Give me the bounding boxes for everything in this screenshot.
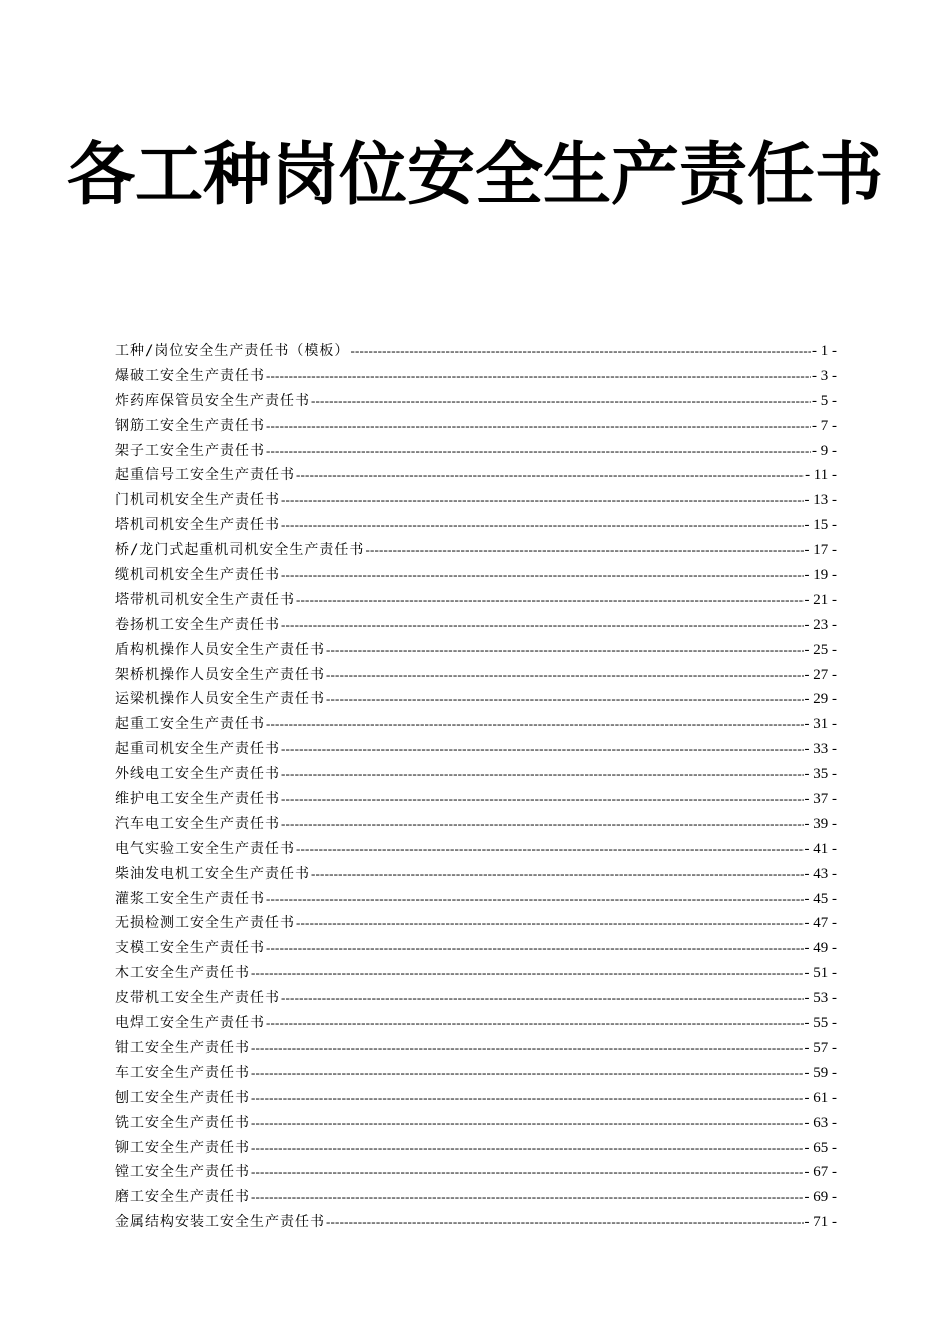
toc-dot-leader — [281, 737, 804, 762]
toc-entry-title[interactable]: 炸药库保管员安全生产责任书 — [115, 392, 310, 409]
toc-entry-title[interactable]: 起重司机安全生产责任书 — [115, 741, 280, 758]
toc-entry[interactable] — [115, 488, 837, 513]
toc-dot-leader — [251, 1185, 804, 1210]
toc-entry-page-number: - 25 - — [804, 641, 837, 658]
toc-entry-title[interactable]: 架子工安全生产责任书 — [115, 442, 265, 459]
toc-entry-title[interactable]: 架桥机操作人员安全生产责任书 — [115, 666, 325, 683]
toc-dot-leader — [281, 613, 804, 638]
toc-entry-title[interactable]: 塔带机司机安全生产责任书 — [115, 591, 295, 608]
toc-entry[interactable] — [115, 961, 837, 986]
toc-entry-page-number: - 37 - — [804, 791, 837, 808]
toc-dot-leader — [296, 837, 804, 862]
toc-entry-page-number: - 33 - — [804, 741, 837, 758]
document-title: 各工种岗位安全生产责任书 — [66, 136, 883, 215]
toc-entry-page-number: - 49 - — [804, 940, 837, 957]
toc-dot-leader — [266, 439, 811, 464]
toc-entry-title[interactable]: 起重信号工安全生产责任书 — [115, 467, 295, 484]
toc-entry-title[interactable]: 汽车电工安全生产责任书 — [115, 815, 280, 832]
toc-entry[interactable] — [115, 1111, 837, 1136]
toc-entry[interactable] — [115, 1036, 837, 1061]
toc-entry[interactable] — [115, 737, 837, 762]
toc-dot-leader — [266, 1011, 804, 1036]
toc-entry[interactable] — [115, 837, 837, 862]
toc-entry-title[interactable]: 铣工安全生产责任书 — [115, 1114, 250, 1131]
toc-entry-page-number: - 21 - — [804, 591, 837, 608]
toc-dot-leader — [251, 1086, 804, 1111]
toc-dot-leader — [251, 1160, 804, 1185]
toc-entry-page-number: - 39 - — [804, 815, 837, 832]
toc-entry[interactable] — [115, 339, 837, 364]
toc-dot-leader — [326, 638, 804, 663]
toc-dot-leader — [365, 538, 803, 563]
toc-entry-page-number: - 63 - — [804, 1114, 837, 1131]
toc-entry-page-number: - 67 - — [804, 1164, 837, 1181]
toc-entry[interactable] — [115, 638, 837, 663]
toc-entry-page-number: - 23 - — [804, 616, 837, 633]
toc-entry[interactable] — [115, 588, 837, 613]
toc-dot-leader — [251, 1061, 804, 1086]
toc-entry-title[interactable]: 缆机司机安全生产责任书 — [115, 567, 280, 584]
toc-dot-leader — [266, 414, 811, 439]
toc-entry-page-number: - 19 - — [804, 567, 837, 584]
toc-entry[interactable] — [115, 687, 837, 712]
toc-entry-page-number: - 7 - — [812, 417, 837, 434]
toc-entry[interactable] — [115, 513, 837, 538]
table-of-contents — [115, 339, 837, 1235]
toc-entry-page-number: - 5 - — [812, 392, 837, 409]
toc-dot-leader — [326, 687, 804, 712]
toc-entry-page-number: - 61 - — [804, 1089, 837, 1106]
toc-entry-title[interactable]: 钢筋工安全生产责任书 — [115, 417, 265, 434]
toc-dot-leader — [266, 887, 804, 912]
toc-dot-leader — [281, 488, 804, 513]
toc-entry-page-number: - 59 - — [804, 1064, 837, 1081]
toc-entry[interactable] — [115, 663, 837, 688]
toc-entry[interactable] — [115, 936, 837, 961]
toc-entry[interactable] — [115, 986, 837, 1011]
toc-entry[interactable] — [115, 538, 837, 563]
toc-entry-title[interactable]: 起重工安全生产责任书 — [115, 716, 265, 733]
toc-entry[interactable] — [115, 1136, 837, 1161]
toc-dot-leader — [281, 513, 804, 538]
toc-dot-leader — [326, 1210, 804, 1235]
toc-dot-leader — [350, 339, 811, 364]
toc-entry-title[interactable]: 钳工安全生产责任书 — [115, 1039, 250, 1056]
toc-entry[interactable] — [115, 887, 837, 912]
toc-dot-leader — [251, 1036, 804, 1061]
toc-entry-page-number: - 51 - — [804, 965, 837, 982]
toc-entry-title[interactable]: 卷扬机工安全生产责任书 — [115, 616, 280, 633]
toc-entry-page-number: - 29 - — [804, 691, 837, 708]
toc-entry-page-number: - 1 - — [812, 343, 837, 359]
toc-entry-page-number: - 71 - — [804, 1214, 837, 1231]
toc-entry[interactable] — [115, 463, 837, 488]
toc-entry-page-number: - 57 - — [804, 1039, 837, 1056]
toc-entry-page-number: - 47 - — [804, 915, 837, 932]
toc-entry-title[interactable]: 支模工安全生产责任书 — [115, 940, 265, 957]
toc-entry-title[interactable]: 运梁机操作人员安全生产责任书 — [115, 691, 325, 708]
toc-entry-page-number: - 31 - — [804, 716, 837, 733]
toc-entry-title[interactable]: 维护电工安全生产责任书 — [115, 791, 280, 808]
toc-entry[interactable] — [115, 787, 837, 812]
toc-dot-leader — [311, 862, 804, 887]
toc-entry[interactable] — [115, 414, 837, 439]
toc-entry-title[interactable]: 柴油发电机工安全生产责任书 — [115, 865, 310, 882]
toc-entry[interactable] — [115, 712, 837, 737]
toc-entry-title[interactable]: 木工安全生产责任书 — [115, 965, 250, 982]
toc-entry-title[interactable]: 金属结构安装工安全生产责任书 — [115, 1214, 325, 1231]
toc-dot-leader — [296, 463, 804, 488]
toc-entry-page-number: - 53 - — [804, 990, 837, 1007]
toc-entry-page-number: - 55 - — [804, 1015, 837, 1032]
toc-entry-title[interactable]: 盾构机操作人员安全生产责任书 — [115, 641, 325, 658]
toc-entry[interactable] — [115, 439, 837, 464]
toc-entry[interactable] — [115, 862, 837, 887]
toc-entry-page-number: - 43 - — [804, 865, 837, 882]
toc-entry-page-number: - 27 - — [804, 666, 837, 683]
toc-entry-title[interactable]: 皮带机工安全生产责任书 — [115, 990, 280, 1007]
toc-entry-title[interactable]: 灌浆工安全生产责任书 — [115, 890, 265, 907]
toc-dot-leader — [281, 787, 804, 812]
toc-dot-leader — [251, 1111, 804, 1136]
toc-entry-title[interactable]: 外线电工安全生产责任书 — [115, 766, 280, 783]
toc-entry[interactable] — [115, 563, 837, 588]
toc-entry-page-number: - 15 - — [804, 517, 837, 534]
toc-entry-title[interactable]: 刨工安全生产责任书 — [115, 1089, 250, 1106]
toc-entry[interactable] — [115, 762, 837, 787]
toc-entry-page-number: - 3 - — [812, 367, 837, 384]
toc-entry-title[interactable]: 车工安全生产责任书 — [115, 1064, 250, 1081]
toc-dot-leader — [311, 389, 811, 414]
toc-entry[interactable] — [115, 1011, 837, 1036]
toc-dot-leader — [266, 936, 804, 961]
toc-entry-page-number: - 35 - — [804, 766, 837, 783]
toc-entry-title[interactable]: 塔机司机安全生产责任书 — [115, 517, 280, 534]
toc-entry[interactable] — [115, 1210, 837, 1235]
toc-entry[interactable] — [115, 389, 837, 414]
toc-dot-leader — [281, 986, 804, 1011]
toc-entry[interactable] — [115, 613, 837, 638]
toc-entry-page-number: - 69 - — [804, 1189, 837, 1206]
toc-dot-leader — [296, 911, 804, 936]
toc-dot-leader — [251, 961, 804, 986]
toc-entry-page-number: - 13 - — [804, 492, 837, 509]
toc-dot-leader — [251, 1136, 804, 1161]
toc-dot-leader — [266, 364, 811, 389]
toc-entry-title[interactable]: 镗工安全生产责任书 — [115, 1164, 250, 1181]
toc-dot-leader — [266, 712, 804, 737]
toc-dot-leader — [281, 762, 804, 787]
toc-entry-page-number: - 17 - — [804, 542, 837, 559]
toc-entry-title[interactable]: 桥/龙门式起重机司机安全生产责任书 — [115, 542, 365, 559]
toc-entry-title[interactable]: 磨工安全生产责任书 — [115, 1189, 250, 1206]
toc-entry[interactable] — [115, 364, 837, 389]
toc-entry-page-number: - 41 - — [804, 840, 837, 857]
toc-entry-page-number: - 11 - — [805, 467, 837, 484]
toc-entry[interactable] — [115, 812, 837, 837]
toc-entry-title[interactable]: 电焊工安全生产责任书 — [115, 1015, 265, 1032]
toc-dot-leader — [281, 563, 804, 588]
toc-dot-leader — [296, 588, 804, 613]
toc-entry-page-number: - 45 - — [804, 890, 837, 907]
toc-entry-page-number: - 9 - — [812, 442, 837, 459]
toc-entry-title[interactable]: 无损检测工安全生产责任书 — [115, 915, 295, 932]
toc-entry-title[interactable]: 工种/岗位安全生产责任书（模板） — [115, 343, 350, 359]
toc-entry[interactable] — [115, 911, 837, 936]
toc-entry[interactable] — [115, 1185, 837, 1210]
toc-entry-title[interactable]: 爆破工安全生产责任书 — [115, 367, 265, 384]
toc-entry[interactable] — [115, 1086, 837, 1111]
toc-entry-title[interactable]: 铆工安全生产责任书 — [115, 1139, 250, 1156]
toc-entry-page-number: - 65 - — [804, 1139, 837, 1156]
toc-entry-title[interactable]: 门机司机安全生产责任书 — [115, 492, 280, 509]
toc-entry[interactable] — [115, 1160, 837, 1185]
toc-dot-leader — [281, 812, 804, 837]
toc-entry[interactable] — [115, 1061, 837, 1086]
toc-dot-leader — [326, 663, 804, 688]
toc-entry-title[interactable]: 电气实验工安全生产责任书 — [115, 840, 295, 857]
